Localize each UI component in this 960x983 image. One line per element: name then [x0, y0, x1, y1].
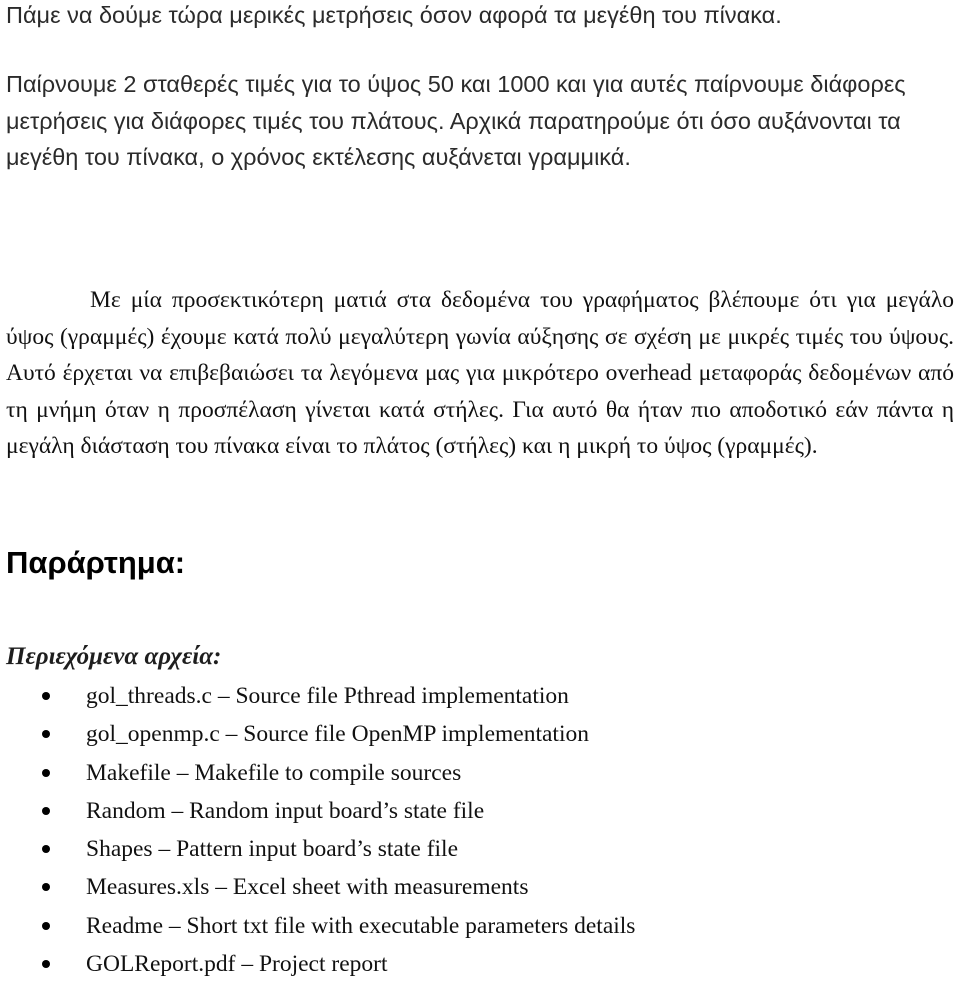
observation-paragraph: Με μία προσεκτικότερη ματιά στα δεδομένα του γραφήματος βλέπουμε ότι για μεγάλο ύψος (γραμμές) έχουμε κατά πολύ μεγαλύτερη γωνία αύξησης σε σχέση με μικρές τιμές του ύψους. Αυτό έρχεται να επιβεβαιώσει τα λεγόμενα μας για μικρότερο overhead μεταφοράς δεδομένων από τη μνήμη όταν η προσπέλαση γίνεται κατά στήλες. Για αυτό θα ήταν πιο αποδοτικό εάν πάντα η μεγάλη διάσταση του πίνακα είναι το πλάτος (στήλες) και η μικρή το ύψος (γραμμές). — [6, 287, 954, 460]
bullet-icon — [42, 769, 50, 777]
list-item — [0, 868, 635, 906]
list-item-text: Makefile – Makefile to compile sources — [86, 759, 462, 786]
list-item — [0, 945, 635, 983]
intro-paragraph: Πάμε να δούμε τώρα μερικές μετρήσεις όσον αφορά τα μεγέθη του πίνακα. — [6, 2, 782, 28]
list-item-text: Shapes – Pattern input board’s state file — [86, 836, 459, 863]
bullet-icon — [42, 845, 50, 853]
contents-subheading: Περιεχόμενα αρχεία: — [6, 643, 222, 670]
list-item — [0, 677, 635, 715]
bullet-icon — [42, 922, 50, 930]
list-item-text: Random – Random input board’s state file — [86, 797, 485, 824]
list-item-text: gol_threads.c – Source file Pthread implementation — [86, 683, 569, 709]
bullet-icon — [42, 807, 50, 815]
measurements-paragraph: Παίρνουμε 2 σταθερές τιμές για το ύψος 50 και 1000 και για αυτές παίρνουμε διάφορες μετρήσεις για διάφορες τιμές του πλάτους. Αρχικά παρατηρούμε ότι όσο αυξάνονται τα μεγέθη του πίνακα, ο χρόνος εκτέλεσης αυξάνεται γραμμικά. — [6, 71, 906, 170]
list-item — [0, 754, 635, 792]
list-item-text: GOLReport.pdf – Project report — [86, 951, 388, 978]
list-item — [0, 792, 635, 830]
list-item-text: Readme – Short txt file with executable parameters details — [86, 912, 636, 939]
bullet-icon — [42, 960, 50, 968]
bullet-icon — [42, 730, 50, 738]
bullet-icon — [42, 692, 50, 700]
list-item-text: Measures.xls – Excel sheet with measurements — [86, 874, 529, 901]
bullet-icon — [42, 883, 50, 891]
appendix-heading: Παράρτημα: — [6, 545, 186, 580]
list-item — [0, 715, 635, 753]
list-item — [0, 907, 635, 945]
list-item — [0, 830, 635, 868]
file-list — [0, 677, 635, 983]
list-item-text: gol_openmp.c – Source file OpenMP implementation — [86, 721, 589, 748]
